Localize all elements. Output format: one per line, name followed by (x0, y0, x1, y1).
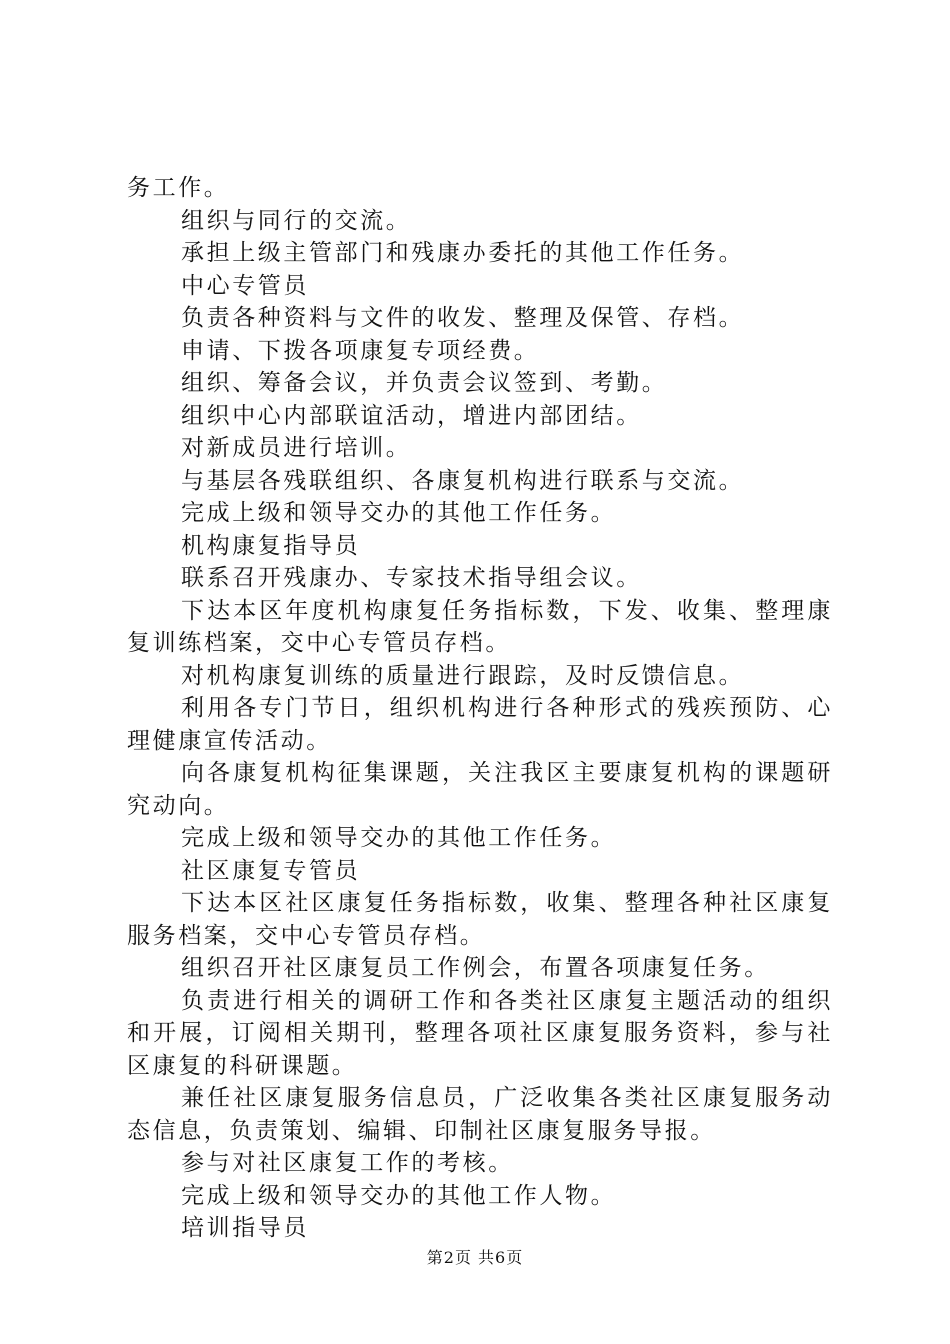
paragraph: 申请、下拨各项康复专项经费。 (181, 337, 540, 364)
paragraph: 组织中心内部联谊活动，增进内部团结。 (181, 402, 642, 429)
paragraph: 兼任社区康复服务信息员，广泛收集各类社区康复服务动态信息，负责策划、编辑、印制社区康复服务导报。 (127, 1085, 833, 1144)
paragraph: 下达本区社区康复任务指标数，收集、整理各种社区康复服务档案，交中心专管员存档。 (127, 890, 833, 949)
paragraph: 负责进行相关的调研工作和各类社区康复主题活动的组织和开展，订阅相关期刊，整理各项社区康复服务资料，参与社区康复的科研课题。 (127, 987, 833, 1079)
paragraph: 对机构康复训练的质量进行跟踪，及时反馈信息。 (181, 662, 745, 689)
paragraph: 参与对社区康复工作的考核。 (181, 1150, 514, 1176)
document-body (127, 172, 833, 1245)
paragraph: 利用各专门节日，组织机构进行各种形式的残疾预防、心理健康宣传活动。 (127, 695, 833, 754)
section-heading: 机构康复指导员 (181, 532, 361, 559)
paragraph: 对新成员进行培训。 (181, 435, 412, 461)
paragraph: 完成上级和领导交办的其他工作任务。 (181, 825, 617, 851)
paragraph: 完成上级和领导交办的其他工作任务。 (181, 500, 617, 526)
paragraph: 完成上级和领导交办的其他工作人物。 (181, 1182, 617, 1209)
paragraph: 务工作。 (127, 175, 230, 201)
paragraph: 与基层各残联组织、各康复机构进行联系与交流。 (181, 467, 745, 494)
paragraph: 组织、筹备会议，并负责会议签到、考勤。 (181, 370, 668, 396)
paragraph: 承担上级主管部门和残康办委托的其他工作任务。 (181, 240, 745, 266)
paragraph: 组织与同行的交流。 (181, 207, 412, 234)
paragraph: 向各康复机构征集课题，关注我区主要康复机构的课题研究动向。 (127, 760, 833, 819)
section-heading: 中心专管员 (181, 272, 309, 299)
paragraph: 负责各种资料与文件的收发、整理及保管、存档。 (181, 305, 745, 331)
paragraph: 组织召开社区康复员工作例会，布置各项康复任务。 (181, 955, 770, 981)
section-heading: 社区康复专管员 (181, 857, 361, 884)
page-footer: 第2页 共6页 (426, 1248, 524, 1267)
paragraph: 联系召开残康办、专家技术指导组会议。 (181, 565, 642, 591)
paragraph: 下达本区年度机构康复任务指标数，下发、收集、整理康复训练档案，交中心专管员存档。 (127, 597, 833, 656)
section-heading: 培训指导员 (181, 1215, 309, 1241)
